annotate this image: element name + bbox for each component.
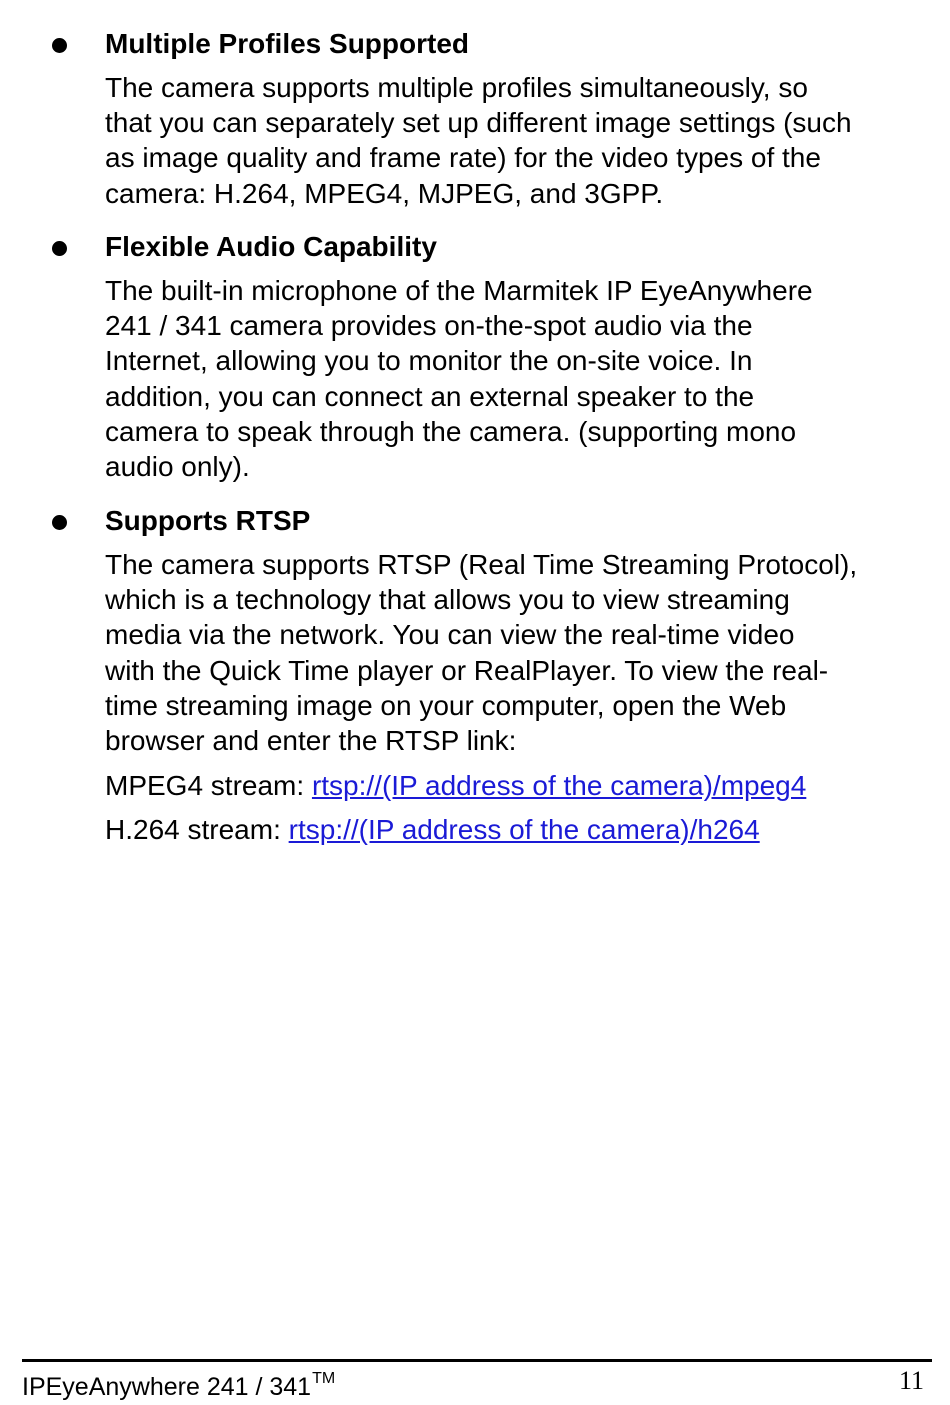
text-line: with the Quick Time player or RealPlayer. To view the real- (105, 654, 829, 686)
bullet-icon (52, 38, 67, 53)
text-line: which is a technology that allows you to view streaming (105, 584, 790, 616)
text-line: audio only). (105, 450, 250, 482)
stream-label: H.264 stream: (105, 814, 289, 845)
stream-label: MPEG4 stream: (105, 770, 312, 801)
feature-title: Supports RTSP (105, 505, 311, 536)
product-name: IPEyeAnywhere 241 / 341 (22, 1373, 312, 1401)
text-line: that you can separately set up different image settings (such (105, 107, 852, 139)
feature-description (105, 70, 852, 211)
h264-stream-line (105, 812, 760, 847)
page-number: 11 (898, 1366, 924, 1395)
text-line: browser and enter the RTSP link: (105, 724, 517, 756)
bullet-icon (52, 241, 67, 256)
text-line: Internet, allowing you to monitor the on-site voice. In (105, 345, 753, 377)
bullet-icon (52, 515, 67, 530)
feature-title: Flexible Audio Capability (105, 231, 437, 262)
feature-description (105, 273, 813, 484)
mpeg4-rtsp-link[interactable]: rtsp://(IP address of the camera)/mpeg4 (311, 770, 807, 801)
text-line: time streaming image on your computer, open the Web (105, 689, 787, 721)
feature-title: Multiple Profiles Supported (105, 28, 470, 59)
text-line: media via the network. You can view the real-time video (105, 619, 795, 651)
h264-rtsp-link[interactable]: rtsp://(IP address of the camera)/h264 (288, 814, 760, 845)
footer-divider (22, 1359, 932, 1362)
text-line: The built-in microphone of the Marmitek IP EyeAnywhere (105, 275, 813, 306)
text-line: as image quality and frame rate) for the video types of the (105, 142, 821, 174)
text-line: camera to speak through the camera. (supporting mono (105, 415, 797, 447)
text-line: 241 / 341 camera provides on-the-spot audio via the (105, 310, 753, 342)
feature-description (105, 547, 857, 758)
mpeg4-stream-line (105, 768, 806, 803)
text-line: The camera supports multiple profiles simultaneously, so (105, 72, 808, 103)
text-line: camera: H.264, MPEG4, MJPEG, and 3GPP. (105, 177, 664, 209)
text-line: addition, you can connect an external speaker to the (105, 380, 755, 412)
trademark-mark: TM (312, 1370, 336, 1387)
text-line: The camera supports RTSP (Real Time Streaming Protocol), (105, 549, 858, 580)
footer-product-name (22, 1364, 335, 1402)
